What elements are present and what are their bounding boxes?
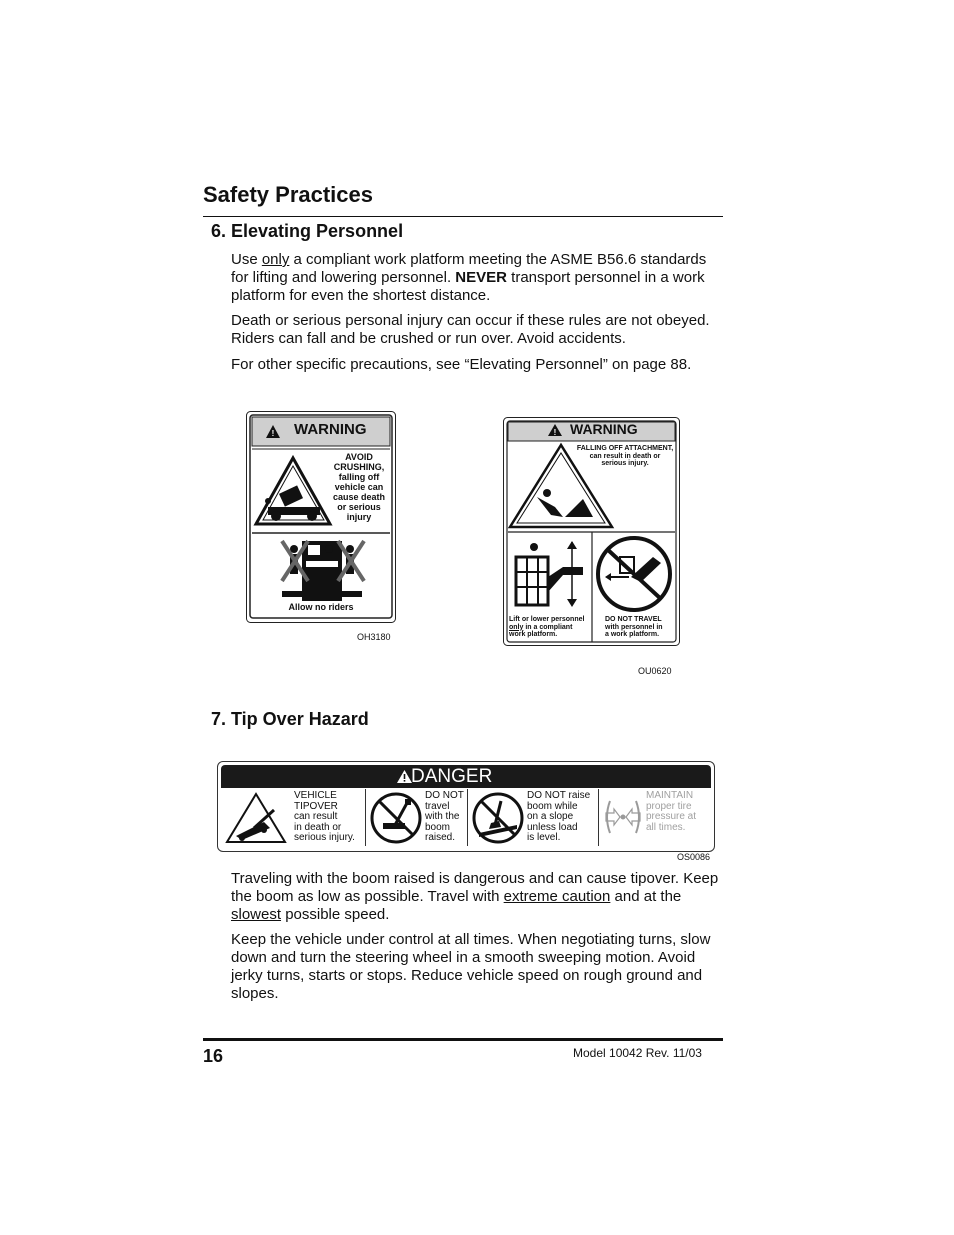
danger-cell-tire-pressure (599, 789, 711, 846)
decal-oh3180 (246, 411, 396, 623)
section-heading-elevating: 6. Elevating Personnel (211, 221, 404, 241)
decal-oh3180-bottom-label: Allow no riders (288, 602, 354, 612)
footer-rule (203, 1038, 723, 1041)
decal-line: work platform. (509, 631, 558, 638)
no-raise-on-slope-icon (471, 791, 525, 845)
cell-line: MAINTAIN (646, 790, 694, 801)
caption-ou0620: OU0620 (638, 666, 672, 676)
svg-text:!: ! (271, 429, 275, 438)
footer-model-rev: Model 10042 Rev. 11/03 (573, 1046, 702, 1060)
cell-line: unless load (527, 821, 578, 833)
decal-os0086 (217, 761, 715, 852)
decal-ou0620-top-text (571, 445, 679, 468)
decal-ou0620-left-text (509, 616, 593, 639)
paragraph-elevating-3: For other specific precautions, see “Elevating Personnel” on page 88. (231, 356, 692, 373)
decal-ou0620 (503, 417, 680, 646)
text-run: a compliant work platform meeting the ASME B56.6 standards for lifting and lowering personnel. (231, 251, 707, 286)
text-run: Traveling with the boom raised is dangerous and can cause tipover. Keep the boom as low as possible. Travel with (231, 870, 719, 905)
text-run: and at the (610, 888, 682, 905)
paragraph-elevating-1 (231, 251, 723, 305)
cell-line: on a slope (527, 811, 574, 822)
warning-label: WARNING (294, 421, 367, 438)
caption-os0086: OS0086 (677, 852, 711, 862)
decal-line: can result in death or (589, 452, 661, 460)
danger-cell-no-raise-slope (468, 789, 599, 846)
decal-line: injury (346, 512, 372, 522)
danger-cell-no-travel (366, 789, 468, 846)
cell-line: VEHICLE (294, 790, 337, 801)
paragraph-tipover-2: Keep the vehicle under control at all times. When negotiating turns, slow down and turn the steering wheel in a smooth sweeping motion. Avoid jerky turns, starts or stops. Reduce vehicle speed on rough ground and slopes. (231, 931, 711, 1002)
decal-line: CRUSHING, (333, 462, 385, 472)
emphasis-only: only (509, 623, 524, 631)
cell-line: is level. (527, 832, 561, 843)
tipover-hazard-icon (224, 792, 288, 844)
decal-line: a work platform. (605, 631, 660, 638)
decal-line: cause death (332, 492, 386, 502)
decal-line: serious injury. (601, 460, 649, 467)
svg-text:!: ! (553, 428, 557, 437)
cell-line: DO NOT (425, 790, 464, 801)
decal-line: FALLING OFF ATTACHMENT, (576, 445, 674, 452)
cell-line: with the (425, 811, 460, 822)
emphasis-extreme-caution: extreme caution (503, 888, 611, 905)
danger-cell-text (294, 791, 355, 844)
danger-header (221, 765, 711, 788)
cell-line: serious injury. (294, 832, 355, 843)
cell-line: proper tire (646, 800, 692, 812)
emphasis-only: only (261, 251, 290, 268)
cell-line: boom (425, 821, 451, 833)
cell-line: DO NOT raise (527, 790, 591, 801)
text-run: Use (231, 251, 262, 268)
danger-cell-text (646, 791, 696, 833)
cell-line: can result (294, 811, 338, 822)
cell-line: pressure at (646, 811, 697, 822)
section-heading-tipover: 7. Tip Over Hazard (211, 709, 369, 729)
text-run: in a compliant (523, 623, 573, 631)
danger-cell-tipover (221, 789, 366, 846)
paragraph-elevating-2: Death or serious personal injury can occur if these rules are not obeyed. Riders can fall and be crushed or run over. Avoid accidents. (231, 312, 710, 347)
text-run: transport personnel in a work platform for even the shortest distance. (231, 269, 705, 304)
page-title: Safety Practices (203, 182, 373, 207)
decal-ou0620-right-text (605, 616, 677, 639)
header-rule (203, 216, 723, 217)
danger-cell-text (527, 791, 590, 844)
decal-line: DO NOT TRAVEL (605, 616, 662, 623)
cell-line: travel (425, 800, 450, 812)
warning-label: WARNING (570, 421, 638, 437)
decal-line: with personnel in (605, 623, 663, 631)
danger-label: DANGER (411, 766, 493, 787)
page-number: 16 (203, 1046, 224, 1066)
cell-line: in death or (294, 821, 342, 833)
no-travel-boom-raised-icon (369, 791, 423, 845)
caption-oh3180: OH3180 (357, 632, 391, 642)
danger-cell-text (425, 791, 464, 844)
cell-line: TIPOVER (294, 800, 338, 812)
cell-line: boom while (527, 800, 578, 812)
decal-line: vehicle can (334, 482, 384, 492)
decal-line: or serious (337, 502, 381, 512)
decal-line: falling off (338, 472, 380, 482)
decal-line (509, 624, 593, 632)
cell-line: raised. (425, 832, 456, 843)
cell-line: all times. (646, 821, 686, 833)
text-run: possible speed. (281, 906, 390, 923)
decal-line: Lift or lower personnel (509, 616, 585, 623)
decal-oh3180-text (328, 452, 390, 522)
emphasis-slowest: slowest (231, 906, 282, 923)
paragraph-tipover-1 (231, 870, 723, 924)
tire-pressure-icon (602, 795, 644, 839)
emphasis-never: NEVER (455, 269, 507, 286)
decal-line: AVOID (345, 452, 373, 462)
